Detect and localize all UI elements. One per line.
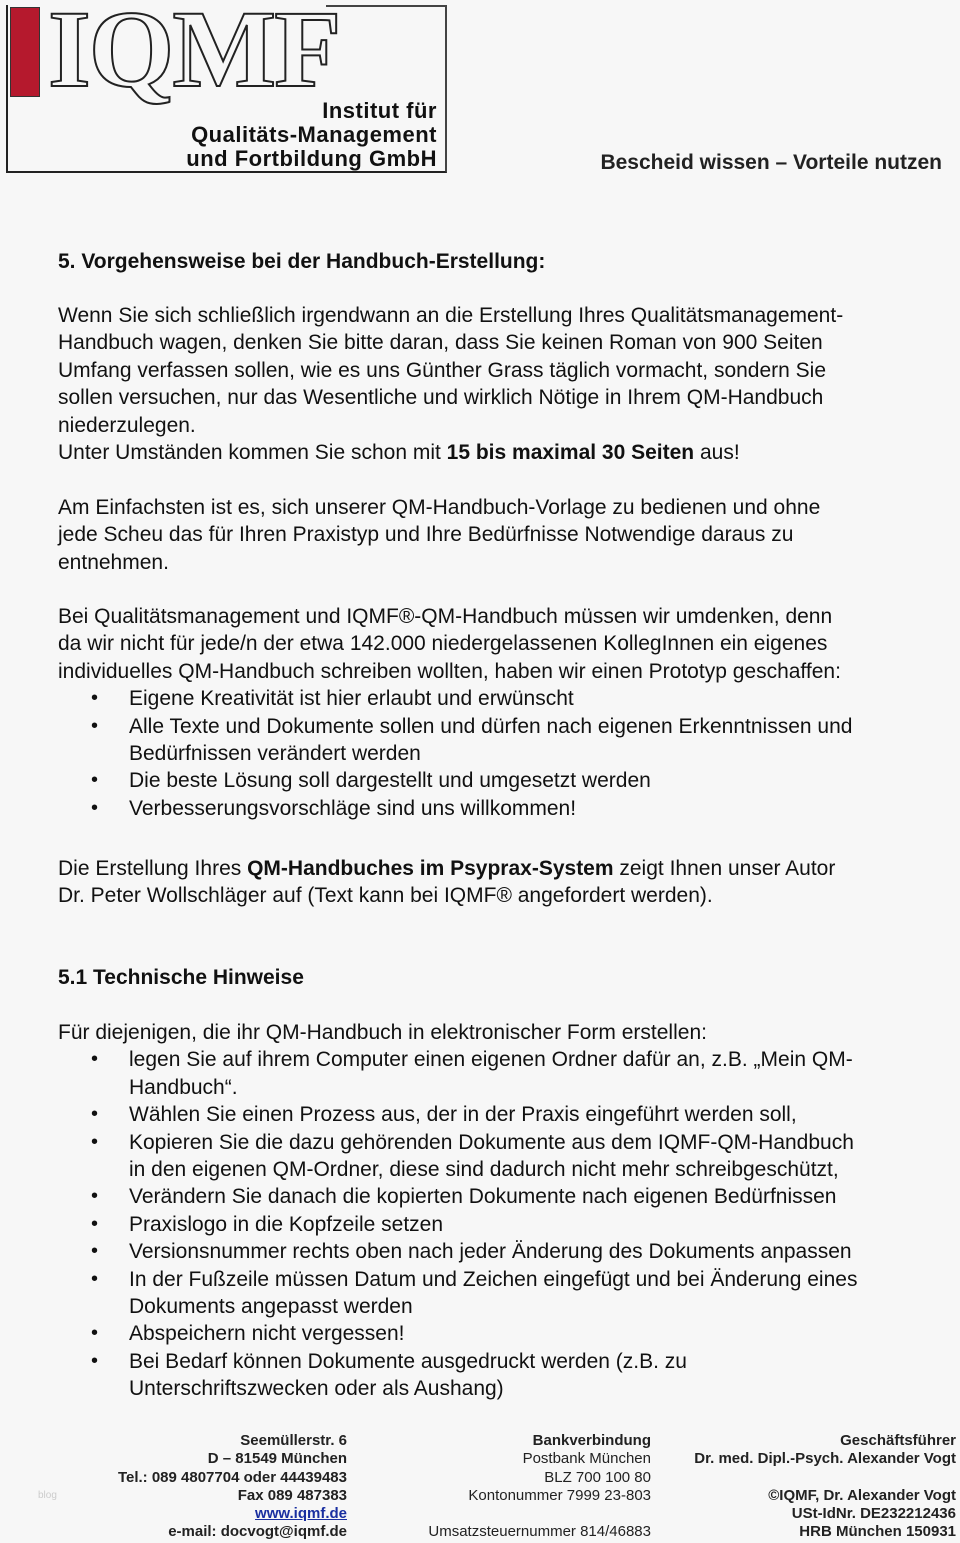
text-line: Wenn Sie sich schließlich irgendwann an die Erstellung Ihres Qualitätsmanagement- (58, 304, 844, 327)
address-line: D – 81549 München (207, 1450, 347, 1468)
text-line: Bedürfnissen verändert werden (129, 742, 421, 766)
list-item (58, 767, 952, 794)
list-item (58, 685, 952, 712)
paragraph (58, 603, 952, 822)
text-run: zeigt Ihnen unser Autor (613, 857, 836, 880)
text-line: Dr. Peter Wollschläger auf (Text kann bei IQMF® angefordert werden). (58, 884, 713, 908)
text-line (58, 855, 952, 882)
manager-title: Geschäftsführer (840, 1432, 956, 1449)
text-line: • Wählen Sie einen Prozess aus, der in der Praxis eingeführt werden soll, (129, 1103, 797, 1127)
text-run: Unter Umständen kommen Sie schon mit (58, 441, 447, 465)
text-line: entnehmen. (58, 550, 169, 574)
section-heading: 5. Vorgehensweise bei der Handbuch-Erstellung: (58, 250, 546, 273)
text-line: Bei Qualitätsmanagement und IQMF®-QM-Handbuch müssen wir umdenken, denn (58, 605, 833, 628)
list-item (58, 1046, 952, 1101)
text-line: individuelles QM-Handbuch schreiben wollten, haben wir einen Prototyp geschaffen: (58, 659, 841, 683)
text-line: Unterschriftszwecken oder als Aushang) (129, 1377, 504, 1401)
text-line: • Alle Texte und Dokumente sollen und dürfen nach eigenen Erkenntnissen und (129, 714, 853, 738)
list-item (58, 795, 952, 822)
logo-line: und Fortbildung GmbH (186, 146, 437, 171)
bank-title: Bankverbindung (532, 1432, 651, 1449)
text-line: sollen versuchen, nur das Wesentliche und wirklich Nötige in Ihrem QM-Handbuch (58, 386, 824, 410)
text-line: • Verbesserungsvorschläge sind uns willkommen! (129, 796, 577, 820)
address-line: Fax 089 487383 (237, 1486, 347, 1504)
text-run: Die Erstellung Ihres (58, 857, 248, 880)
paragraph (58, 1019, 952, 1403)
text-line: Am Einfachsten ist es, sich unserer QM-Handbuch-Vorlage zu bedienen und ohne (58, 496, 821, 519)
list-item (58, 1211, 952, 1238)
company-logo (6, 0, 447, 173)
legal-line: ©IQMF, Dr. Alexander Vogt (768, 1486, 956, 1504)
manager-name: Dr. med. Dipl.-Psych. Alexander Vogt (694, 1450, 956, 1468)
paragraph (58, 302, 952, 466)
tagline: Bescheid wissen – Vorteile nutzen (600, 151, 942, 174)
list-item (58, 713, 952, 768)
text-line: • Abspeichern nicht vergessen! (129, 1322, 405, 1346)
text-line: • Bei Bedarf können Dokumente ausgedruckt werden (z.B. zu (129, 1349, 687, 1373)
list-item (58, 1183, 952, 1210)
text-line: Dokuments angepasst werden (129, 1295, 413, 1319)
list-item (58, 1238, 952, 1265)
bullet-list (58, 1046, 952, 1402)
text-line: • legen Sie auf ihrem Computer einen eigenen Ordner dafür an, z.B. „Mein QM- (129, 1048, 853, 1072)
logo-line: Qualitäts-Management (191, 122, 437, 147)
bullet-list (58, 685, 952, 822)
text-line: Für diejenigen, die ihr QM-Handbuch in elektronischer Form erstellen: (58, 1021, 707, 1044)
text-line: • Verändern Sie danach die kopierten Dokumente nach eigenen Bedürfnissen (129, 1185, 837, 1209)
text-line: Handbuch wagen, denken Sie bitte daran, dass Sie keinen Roman von 900 Seiten (58, 331, 823, 355)
text-line (58, 439, 952, 466)
text-line: • Praxislogo in die Kopfzeile setzen (129, 1212, 444, 1236)
logo-frame-line (326, 5, 445, 7)
list-item (58, 1266, 952, 1321)
website-link[interactable]: www.iqmf.de (255, 1505, 347, 1523)
watermark: blog (38, 1490, 57, 1501)
list-item (58, 1348, 952, 1403)
bold-text: QM-Handbuches im Psyprax-System (247, 857, 614, 880)
text-line: • Kopieren Sie die dazu gehörenden Dokumente aus dem IQMF-QM-Handbuch (129, 1130, 854, 1154)
text-run: aus! (694, 441, 740, 465)
bank-line: Kontonummer 7999 23-803 (468, 1486, 651, 1504)
bank-line: BLZ 700 100 80 (544, 1468, 651, 1486)
legal-line: USt-IdNr. DE232212436 (791, 1505, 956, 1523)
text-line: jede Scheu das für Ihren Praxistyp und Ihre Bedürfnisse Notwendige daraus zu (58, 523, 794, 547)
text-line: • Eigene Kreativität ist hier erlaubt und erwünscht (129, 687, 574, 711)
bank-line: Postbank München (522, 1450, 651, 1468)
list-item (58, 1129, 952, 1184)
list-item (58, 1320, 952, 1347)
logo-red-bar (10, 7, 40, 97)
text-line: • Die beste Lösung soll dargestellt und umgesetzt werden (129, 769, 651, 793)
address-line: Tel.: 089 4807704 oder 44439483 (117, 1468, 347, 1486)
tax-number: Umsatzsteuernummer 814/46883 (428, 1523, 651, 1541)
footer-address (118, 1432, 347, 1542)
logo-letters: IQMF (48, 0, 340, 110)
legal-line: HRB München 150931 (799, 1523, 956, 1541)
text-line: • Versionsnummer rechts oben nach jeder Änderung des Dokuments anpassen (129, 1240, 852, 1264)
footer-bank (428, 1432, 651, 1542)
text-line: Umfang verfassen sollen, wie es uns Günther Grass täglich vormacht, sondern Sie (58, 358, 827, 382)
text-line: niederzulegen. (58, 413, 196, 437)
text-line: in den eigenen QM-Ordner, diese sind dadurch nicht mehr schreibgeschützt, (129, 1158, 839, 1182)
paragraph (58, 855, 952, 910)
text-line: da wir nicht für jede/n der etwa 142.000 niedergelassenen KollegInnen ein eigenes (58, 632, 828, 656)
text-line: Handbuch“. (129, 1075, 238, 1099)
address-line: Seemüllerstr. 6 (240, 1432, 347, 1449)
bold-text: 15 bis maximal 30 Seiten (446, 441, 695, 465)
section-heading: 5.1 Technische Hinweise (58, 966, 304, 989)
email: e-mail: docvogt@iqmf.de (168, 1523, 347, 1541)
footer-management (694, 1432, 956, 1542)
list-item (58, 1101, 952, 1128)
paragraph (58, 494, 952, 576)
logo-line: Institut für (322, 98, 437, 123)
text-line: • In der Fußzeile müssen Datum und Zeichen eingefügt und bei Änderung eines (129, 1267, 858, 1291)
